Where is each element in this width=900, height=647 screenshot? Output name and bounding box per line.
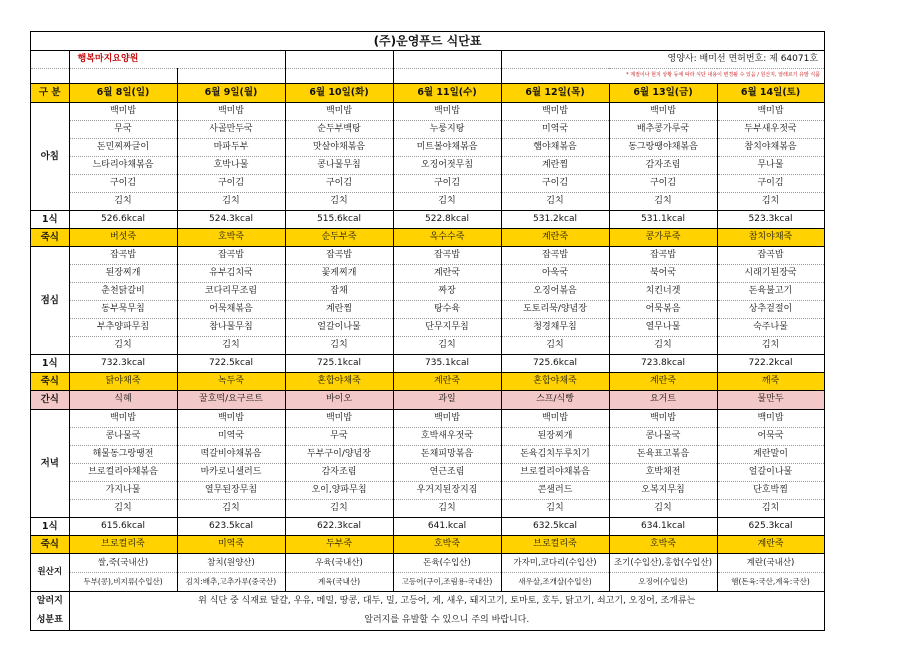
lunch-dish: 도토리묵/양념장 xyxy=(501,301,609,319)
breakfast-kcal: 523.3kcal xyxy=(717,211,824,229)
lunch-porridge-label: 죽식 xyxy=(31,373,69,391)
allergy-text-2: 알러지를 유발할 수 있으니 주의 바랍니다. xyxy=(364,614,530,625)
breakfast-dish: 김치 xyxy=(609,193,717,211)
dinner-menu-row xyxy=(31,482,824,500)
dinner-porridge-row xyxy=(31,536,824,554)
snack-item: 식혜 xyxy=(69,391,177,410)
dinner-dish: 돈육표고볶음 xyxy=(609,446,717,464)
lunch-kcal: 722.2kcal xyxy=(717,355,824,373)
dinner-dish: 브로컬리야채볶음 xyxy=(69,464,177,482)
breakfast-porridge: 계란죽 xyxy=(501,229,609,247)
breakfast-dish: 느타리야채볶음 xyxy=(69,157,177,175)
breakfast-dish: 김치 xyxy=(177,193,285,211)
lunch-dish: 얼갈이나물 xyxy=(285,319,393,337)
dinner-dish: 무국 xyxy=(285,428,393,446)
dinner-kcal: 625.3kcal xyxy=(717,518,824,536)
breakfast-kcal-row xyxy=(31,211,824,229)
dinner-dish: 백미밥 xyxy=(609,410,717,428)
lunch-dish: 단무지무침 xyxy=(393,319,501,337)
dinner-menu-row xyxy=(31,500,824,518)
lunch-dish: 계란국 xyxy=(393,265,501,283)
dinner-dish: 콩나물국 xyxy=(609,428,717,446)
lunch-dish: 어묵볶음 xyxy=(609,301,717,319)
dinner-dish: 콘샐러드 xyxy=(501,482,609,500)
lunch-porridge: 계란죽 xyxy=(609,373,717,391)
dinner-dish: 호박새우젓국 xyxy=(393,428,501,446)
lunch-dish: 시래기된장국 xyxy=(717,265,824,283)
dinner-dish: 돈육김치두루치기 xyxy=(501,446,609,464)
dinner-porridge-label: 죽식 xyxy=(31,536,69,554)
origin-item: 김치:배추,고추가루(중국산) xyxy=(177,573,285,592)
breakfast-dish: 맛살야채볶음 xyxy=(285,139,393,157)
breakfast-dish: 미역국 xyxy=(501,121,609,139)
dinner-porridge: 브로컬리죽 xyxy=(69,536,177,554)
allergy-label-2: 성분표 xyxy=(31,611,69,630)
info-spacer-2 xyxy=(393,51,501,69)
header-day-4: 6월 11일(수) xyxy=(393,84,501,103)
lunch-dish: 김치 xyxy=(69,337,177,355)
breakfast-dish: 계란찜 xyxy=(501,157,609,175)
snack-item: 바이오 xyxy=(285,391,393,410)
lunch-dish: 잡곡밥 xyxy=(285,247,393,265)
lunch-kcal: 723.8kcal xyxy=(609,355,717,373)
lunch-menu-row xyxy=(31,337,824,355)
snack-row xyxy=(31,391,824,410)
notice-row xyxy=(31,69,824,84)
dinner-kcal: 622.3kcal xyxy=(285,518,393,536)
lunch-dish: 김치 xyxy=(285,337,393,355)
info-spacer-1 xyxy=(285,51,393,69)
breakfast-kcal: 531.1kcal xyxy=(609,211,717,229)
lunch-dish: 꽃게찌개 xyxy=(285,265,393,283)
sheet-title: (주)운영푸드 식단표 xyxy=(31,32,824,51)
breakfast-label: 아침 xyxy=(31,103,69,211)
menu-sheet xyxy=(30,31,825,631)
lunch-dish: 계란찜 xyxy=(285,301,393,319)
lunch-dish: 돈육불고기 xyxy=(717,283,824,301)
origin-label: 원산지 xyxy=(31,554,69,592)
breakfast-menu-row xyxy=(31,139,824,157)
dinner-porridge: 브로컬리죽 xyxy=(501,536,609,554)
breakfast-menu-row xyxy=(31,175,824,193)
lunch-dish: 잡곡밥 xyxy=(717,247,824,265)
breakfast-kcal-label: 1식 xyxy=(31,211,69,229)
lunch-menu-row xyxy=(31,265,824,283)
breakfast-dish: 콩나물무침 xyxy=(285,157,393,175)
snack-item: 과일 xyxy=(393,391,501,410)
breakfast-porridge: 옥수수죽 xyxy=(393,229,501,247)
breakfast-dish: 구이김 xyxy=(609,175,717,193)
breakfast-kcal: 531.2kcal xyxy=(501,211,609,229)
lunch-dish: 동부묵무침 xyxy=(69,301,177,319)
dinner-label: 저녁 xyxy=(31,410,69,518)
lunch-dish: 된장찌개 xyxy=(69,265,177,283)
snack-item: 물만두 xyxy=(717,391,824,410)
lunch-dish: 열무나물 xyxy=(609,319,717,337)
origin-item: 고등어(구이,조림용-국내산) xyxy=(393,573,501,592)
header-day-2: 6월 9일(월) xyxy=(177,84,285,103)
lunch-dish: 잡곡밥 xyxy=(501,247,609,265)
lunch-kcal: 725.6kcal xyxy=(501,355,609,373)
breakfast-dish: 백미밥 xyxy=(177,103,285,121)
dinner-porridge: 호박죽 xyxy=(609,536,717,554)
origin-item: 계육(국내산) xyxy=(285,573,393,592)
breakfast-porridge-row xyxy=(31,229,824,247)
dinner-dish: 오이,양파무침 xyxy=(285,482,393,500)
breakfast-porridge: 참치야채죽 xyxy=(717,229,824,247)
lunch-kcal-row xyxy=(31,355,824,373)
breakfast-dish: 백미밥 xyxy=(285,103,393,121)
breakfast-kcal: 522.8kcal xyxy=(393,211,501,229)
lunch-dish: 김치 xyxy=(609,337,717,355)
notice-blank xyxy=(31,69,69,84)
lunch-dish: 부추양파무침 xyxy=(69,319,177,337)
breakfast-dish: 무국 xyxy=(69,121,177,139)
dinner-dish: 브로컬리야채볶음 xyxy=(501,464,609,482)
breakfast-dish: 사골만두국 xyxy=(177,121,285,139)
dinner-kcal-row xyxy=(31,518,824,536)
breakfast-dish: 백미밥 xyxy=(69,103,177,121)
lunch-dish: 김치 xyxy=(393,337,501,355)
lunch-dish: 유부김치국 xyxy=(177,265,285,283)
lunch-label: 점심 xyxy=(31,247,69,355)
dinner-menu-row xyxy=(31,446,824,464)
snack-item: 꿀호떡/요구르트 xyxy=(177,391,285,410)
dinner-menu-row xyxy=(31,428,824,446)
breakfast-dish: 햄야채볶음 xyxy=(501,139,609,157)
dinner-kcal: 623.5kcal xyxy=(177,518,285,536)
origin-item: 오징어(수입산) xyxy=(609,573,717,592)
dinner-dish: 감자조림 xyxy=(285,464,393,482)
nutritionist-info: 영양사: 배미선 면허번호: 제 64071호 xyxy=(501,51,824,69)
notice-spacer-4 xyxy=(393,69,501,84)
snack-label: 간식 xyxy=(31,391,69,410)
lunch-dish: 김치 xyxy=(177,337,285,355)
dinner-dish: 계란말이 xyxy=(717,446,824,464)
dinner-dish: 김치 xyxy=(69,500,177,518)
dinner-porridge: 두부죽 xyxy=(285,536,393,554)
lunch-dish: 잡곡밥 xyxy=(177,247,285,265)
center-name: 행복마지요양원 xyxy=(69,51,285,69)
breakfast-dish: 순두부백탕 xyxy=(285,121,393,139)
lunch-porridge: 혼합야채죽 xyxy=(285,373,393,391)
dinner-dish: 김치 xyxy=(717,500,824,518)
breakfast-dish: 구이김 xyxy=(501,175,609,193)
dinner-dish: 두부구이/양념장 xyxy=(285,446,393,464)
dinner-dish: 김치 xyxy=(501,500,609,518)
dinner-dish: 얼갈이나물 xyxy=(717,464,824,482)
dinner-dish: 떡갈비야채볶음 xyxy=(177,446,285,464)
breakfast-dish: 배추콩가루국 xyxy=(609,121,717,139)
allergy-row-2 xyxy=(31,611,824,630)
dinner-dish: 오복지무침 xyxy=(609,482,717,500)
menu-table xyxy=(31,32,825,630)
lunch-porridge: 닭야채죽 xyxy=(69,373,177,391)
dinner-dish: 연근조림 xyxy=(393,464,501,482)
dinner-dish: 백미밥 xyxy=(69,410,177,428)
dinner-kcal: 634.1kcal xyxy=(609,518,717,536)
dinner-dish: 미역국 xyxy=(177,428,285,446)
dinner-dish: 백미밥 xyxy=(285,410,393,428)
breakfast-dish: 동그랑땡야채볶음 xyxy=(609,139,717,157)
title-row xyxy=(31,32,824,51)
dinner-dish: 콩나물국 xyxy=(69,428,177,446)
breakfast-porridge: 순두부죽 xyxy=(285,229,393,247)
lunch-porridge-row xyxy=(31,373,824,391)
dinner-kcal-label: 1식 xyxy=(31,518,69,536)
info-blank xyxy=(31,51,69,69)
breakfast-dish: 김치 xyxy=(717,193,824,211)
lunch-dish: 북어국 xyxy=(609,265,717,283)
dinner-menu-row xyxy=(31,464,824,482)
lunch-dish: 김치 xyxy=(717,337,824,355)
lunch-menu-row xyxy=(31,247,824,265)
snack-item: 요거트 xyxy=(609,391,717,410)
lunch-kcal-label: 1식 xyxy=(31,355,69,373)
breakfast-dish: 구이김 xyxy=(393,175,501,193)
breakfast-dish: 누룽지탕 xyxy=(393,121,501,139)
breakfast-dish: 무나물 xyxy=(717,157,824,175)
breakfast-porridge-label: 죽식 xyxy=(31,229,69,247)
breakfast-dish: 참치야채볶음 xyxy=(717,139,824,157)
origin-row-1 xyxy=(31,554,824,573)
breakfast-dish: 구이김 xyxy=(285,175,393,193)
dinner-kcal: 632.5kcal xyxy=(501,518,609,536)
lunch-kcal: 725.1kcal xyxy=(285,355,393,373)
lunch-dish: 잡곡밥 xyxy=(393,247,501,265)
dinner-dish: 김치 xyxy=(609,500,717,518)
origin-item: 우육(국내산) xyxy=(285,554,393,573)
lunch-dish: 코다리무조림 xyxy=(177,283,285,301)
lunch-dish: 청경채무침 xyxy=(501,319,609,337)
dinner-dish: 해물동그랑땡전 xyxy=(69,446,177,464)
lunch-porridge: 녹두죽 xyxy=(177,373,285,391)
dinner-dish: 어묵국 xyxy=(717,428,824,446)
lunch-kcal: 722.5kcal xyxy=(177,355,285,373)
lunch-menu-row xyxy=(31,283,824,301)
breakfast-dish: 구이김 xyxy=(177,175,285,193)
dinner-porridge: 호박죽 xyxy=(393,536,501,554)
breakfast-dish: 백미밥 xyxy=(501,103,609,121)
lunch-dish: 잡곡밥 xyxy=(609,247,717,265)
lunch-dish: 치킨너겟 xyxy=(609,283,717,301)
lunch-dish: 어묵채볶음 xyxy=(177,301,285,319)
lunch-dish: 김치 xyxy=(501,337,609,355)
lunch-dish: 숙주나물 xyxy=(717,319,824,337)
lunch-dish: 오징어볶음 xyxy=(501,283,609,301)
breakfast-dish: 미트볼야채볶음 xyxy=(393,139,501,157)
dinner-dish: 백미밥 xyxy=(501,410,609,428)
breakfast-dish: 감자조림 xyxy=(609,157,717,175)
dinner-menu-row xyxy=(31,410,824,428)
origin-item: 조기(수입산),홍합(수입산) xyxy=(609,554,717,573)
breakfast-porridge: 버섯죽 xyxy=(69,229,177,247)
breakfast-dish: 김치 xyxy=(285,193,393,211)
lunch-kcal: 735.1kcal xyxy=(393,355,501,373)
lunch-porridge: 계란죽 xyxy=(393,373,501,391)
breakfast-dish: 백미밥 xyxy=(717,103,824,121)
breakfast-dish: 호박나물 xyxy=(177,157,285,175)
dinner-porridge: 계란죽 xyxy=(717,536,824,554)
origin-item: 가자미,코다리(수입산) xyxy=(501,554,609,573)
breakfast-dish: 두부새우젓국 xyxy=(717,121,824,139)
dinner-dish: 백미밥 xyxy=(177,410,285,428)
dinner-dish: 가지나물 xyxy=(69,482,177,500)
lunch-dish: 아욱국 xyxy=(501,265,609,283)
header-day-3: 6월 10일(화) xyxy=(285,84,393,103)
dinner-dish: 김치 xyxy=(285,500,393,518)
origin-row-2 xyxy=(31,573,824,592)
notice-spacer-3 xyxy=(285,69,393,84)
lunch-dish: 춘천닭갈비 xyxy=(69,283,177,301)
breakfast-porridge: 호박죽 xyxy=(177,229,285,247)
allergy-row-1 xyxy=(31,592,824,612)
dinner-dish: 김치 xyxy=(177,500,285,518)
breakfast-dish: 구이김 xyxy=(717,175,824,193)
dinner-dish: 호박채전 xyxy=(609,464,717,482)
allergy-label-1: 알러지 xyxy=(31,592,69,612)
lunch-dish: 짜장 xyxy=(393,283,501,301)
lunch-menu-row xyxy=(31,301,824,319)
header-day-7: 6월 14일(토) xyxy=(717,84,824,103)
lunch-dish: 참나물무침 xyxy=(177,319,285,337)
dinner-kcal: 615.6kcal xyxy=(69,518,177,536)
dinner-dish: 백미밥 xyxy=(717,410,824,428)
header-day-5: 6월 12일(목) xyxy=(501,84,609,103)
header-day-1: 6월 8일(일) xyxy=(69,84,177,103)
breakfast-menu-row xyxy=(31,121,824,139)
dinner-dish: 김치 xyxy=(393,500,501,518)
dinner-dish: 열무된장무침 xyxy=(177,482,285,500)
origin-item: 돈육(수입산) xyxy=(393,554,501,573)
origin-item: 햄(돈육:국산,계육:국산) xyxy=(717,573,824,592)
snack-item: 스프/식빵 xyxy=(501,391,609,410)
dinner-dish: 단호박찜 xyxy=(717,482,824,500)
breakfast-dish: 백미밥 xyxy=(609,103,717,121)
lunch-dish: 잡채 xyxy=(285,283,393,301)
lunch-kcal: 732.3kcal xyxy=(69,355,177,373)
breakfast-dish: 돈민찌짜글이 xyxy=(69,139,177,157)
header-day-6: 6월 13일(금) xyxy=(609,84,717,103)
allergy-text-1: 위 식단 중 식재료 달걀, 우유, 메밀, 땅콩, 대두, 밀, 고등어, 게, 새우, 돼지고기, 토마토, 호두, 닭고기, 쇠고기, 오징어, 조개류는 xyxy=(198,595,696,606)
lunch-dish: 상추겉절이 xyxy=(717,301,824,319)
notice-spacer-2 xyxy=(177,69,285,84)
breakfast-dish: 마파두부 xyxy=(177,139,285,157)
header-category: 구 분 xyxy=(31,84,69,103)
dinner-kcal: 641.kcal xyxy=(393,518,501,536)
lunch-dish: 탕수육 xyxy=(393,301,501,319)
info-row xyxy=(31,51,824,69)
origin-item: 계란(국내산) xyxy=(717,554,824,573)
breakfast-menu-row xyxy=(31,157,824,175)
breakfast-dish: 김치 xyxy=(393,193,501,211)
breakfast-dish: 구이김 xyxy=(69,175,177,193)
breakfast-kcal: 526.6kcal xyxy=(69,211,177,229)
origin-item: 참치(원양산) xyxy=(177,554,285,573)
breakfast-menu-row xyxy=(31,103,824,121)
breakfast-dish: 김치 xyxy=(69,193,177,211)
dinner-dish: 된장찌개 xyxy=(501,428,609,446)
lunch-porridge: 깨죽 xyxy=(717,373,824,391)
dinner-porridge: 미역죽 xyxy=(177,536,285,554)
dinner-dish: 돈채피망볶음 xyxy=(393,446,501,464)
origin-item: 새우살,조개살(수입산) xyxy=(501,573,609,592)
breakfast-dish: 백미밥 xyxy=(393,103,501,121)
origin-item: 쌀,죽(국내산) xyxy=(69,554,177,573)
breakfast-dish: 김치 xyxy=(501,193,609,211)
header-row xyxy=(31,84,824,103)
lunch-porridge: 혼합야채죽 xyxy=(501,373,609,391)
breakfast-kcal: 515.6kcal xyxy=(285,211,393,229)
origin-item: 두부(콩),비지류(수입산) xyxy=(69,573,177,592)
notice-text: * 계절이나 현지 상황 등에 따라 식단 내용이 변경될 수 있음 / 원산지, 알레르기 유발 식품 xyxy=(501,69,824,84)
dinner-dish: 우거지된장지짐 xyxy=(393,482,501,500)
notice-spacer-1 xyxy=(69,69,177,84)
dinner-dish: 마카로니샐러드 xyxy=(177,464,285,482)
breakfast-kcal: 524.3kcal xyxy=(177,211,285,229)
dinner-dish: 백미밥 xyxy=(393,410,501,428)
breakfast-menu-row xyxy=(31,193,824,211)
lunch-menu-row xyxy=(31,319,824,337)
breakfast-porridge: 콩가루죽 xyxy=(609,229,717,247)
lunch-dish: 잡곡밥 xyxy=(69,247,177,265)
breakfast-dish: 오징어젓무침 xyxy=(393,157,501,175)
